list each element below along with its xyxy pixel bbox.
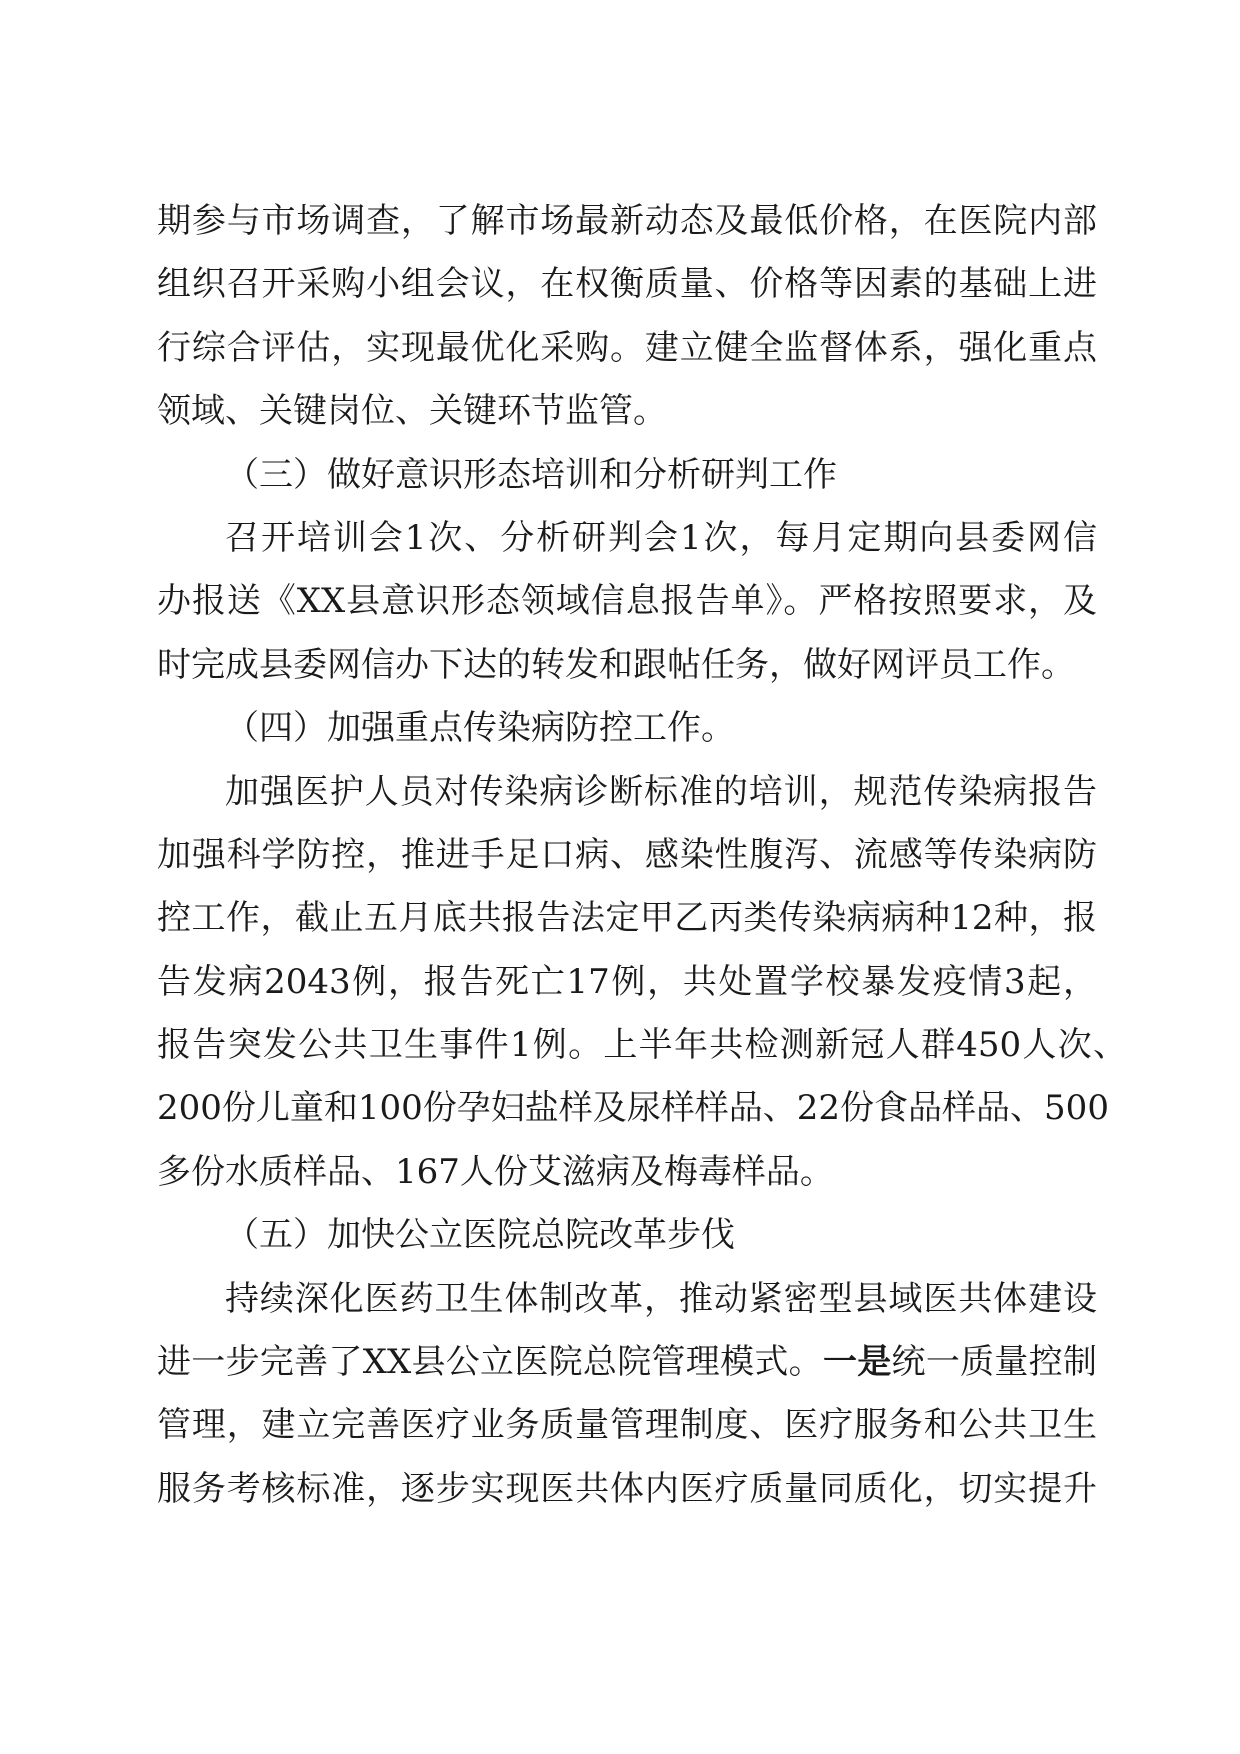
text-line: 召开培训会1次、分析研判会1次，每月定期向县委网信 — [225, 517, 1097, 558]
document-body — [157, 190, 1127, 1521]
text-line: 告发病2043例，报告死亡17例，共处置学校暴发疫情3起， — [157, 961, 1097, 1002]
section-heading-4: （四）加强重点传染病防控工作。 — [225, 708, 735, 749]
text-line: 领域、关键岗位、关键环节监管。 — [157, 391, 667, 432]
text-line: 组织召开采购小组会议，在权衡质量、价格等因素的基础上进 — [157, 264, 1097, 305]
text-line: 服务考核标准，逐步实现医共体内医疗质量同质化，切实提升 — [157, 1468, 1097, 1509]
text-line: 管理，建立完善医疗业务质量管理制度、医疗服务和公共卫生 — [157, 1405, 1097, 1446]
text-line: 多份水质样品、167人份艾滋病及梅毒样品。 — [157, 1151, 834, 1192]
text-line: 时完成县委网信办下达的转发和跟帖任务，做好网评员工作。 — [157, 644, 1075, 685]
bold-lead-word: 一是 — [822, 1342, 892, 1383]
text-line: 持续深化医药卫生体制改革，推动紧密型县域医共体建设 — [225, 1278, 1097, 1319]
text-segment: 统一质量控制 — [891, 1342, 1098, 1383]
text-line: 控工作，截止五月底共报告法定甲乙丙类传染病病种12种，报 — [157, 898, 1097, 939]
text-line: 加强科学防控，推进手足口病、感染性腹泻、流感等传染病防 — [157, 834, 1097, 875]
text-line: 200份儿童和100份孕妇盐样及尿样样品、22份食品样品、500 — [157, 1088, 1109, 1129]
text-segment: 进一步完善了XX县公立医院总院管理模式。 — [157, 1342, 823, 1383]
text-line: 加强医护人员对传染病诊断标准的培训，规范传染病报告 — [225, 771, 1097, 812]
text-line-with-lead — [157, 1331, 1097, 1394]
section-heading-3: （三）做好意识形态培训和分析研判工作 — [225, 454, 837, 495]
text-line: 报告突发公共卫生事件1例。上半年共检测新冠人群450人次、 — [157, 1025, 1127, 1066]
text-line: 办报送《XX县意识形态领域信息报告单》。严格按照要求，及 — [157, 581, 1097, 622]
text-line: 行综合评估，实现最优化采购。建立健全监督体系，强化重点 — [157, 327, 1097, 368]
section-heading-5: （五）加快公立医院总院改革步伐 — [225, 1215, 735, 1256]
text-line: 期参与市场调查，了解市场最新动态及最低价格，在医院内部 — [157, 201, 1097, 241]
